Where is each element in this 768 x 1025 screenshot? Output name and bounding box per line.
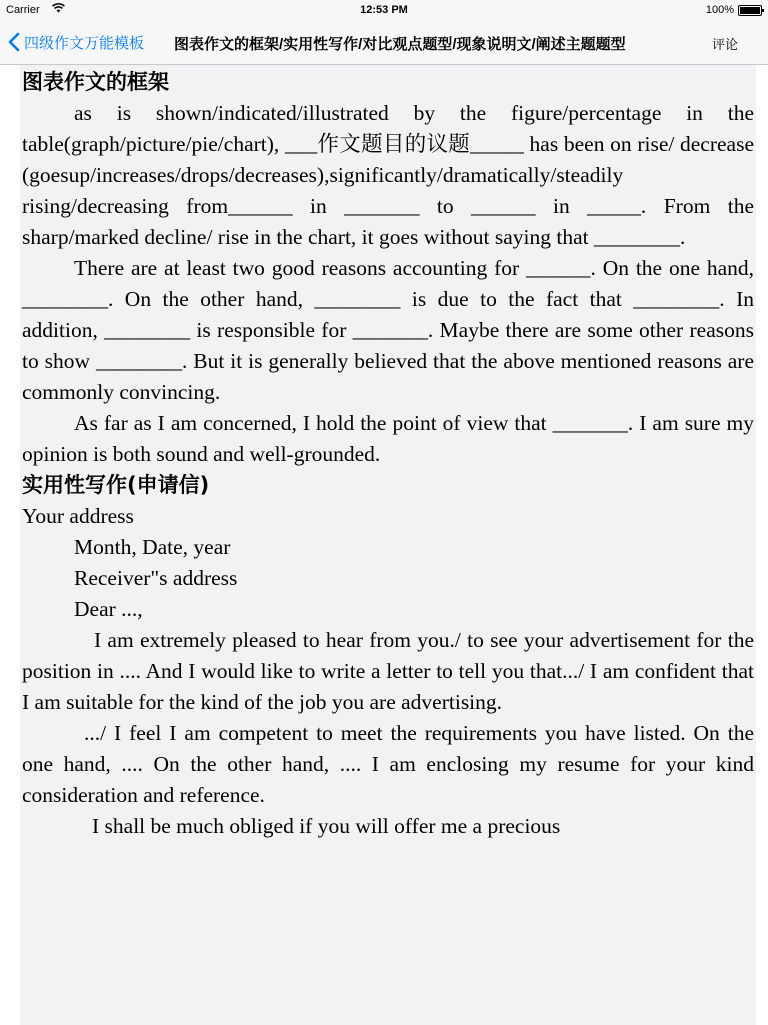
chart-essay-paragraph-2: There are at least two good reasons accounting for ______. On the one hand, ________. On the other hand, ________ is due to the fact that ________. In addition, ________ is responsible for _______. Maybe there are some other reasons to show ________. But it is generally believed that the above mentioned reasons are commonly convincing. (22, 256, 754, 404)
navigation-bar (0, 22, 768, 65)
battery-percent: 100% (705, 4, 734, 16)
back-button[interactable] (8, 31, 144, 53)
carrier-label: Carrier (6, 4, 40, 16)
letter-paragraph-2: .../ I feel I am competent to meet the requirements you have listed. On the one hand, .... On the other hand, .... I am enclosing my resume for your kind consideration and reference. (22, 721, 754, 807)
comment-button[interactable]: 评论 (711, 37, 738, 52)
chart-essay-paragraph-1: as is shown/indicated/illustrated by the figure/percentage in the table(graph/picture/pie/chart), ___作文题目的议题_____ has been on rise/ decrease (goesup/increases/drops/decreases),significantly/dramatically/steadily rising/decreasing from______ in _______ to ______ in _____. From the sharp/marked decline/ rise in the chart, it goes without saying that ________. (22, 101, 754, 249)
letter-address-line: Your address (22, 504, 134, 528)
chevron-left-icon (8, 32, 20, 52)
status-bar (0, 0, 768, 22)
section-heading-application-letter: 实用性写作(申请信) (22, 473, 210, 497)
article-content[interactable] (20, 65, 756, 1025)
clock: 12:53 PM (360, 4, 408, 16)
back-button-label: 四级作文万能模板 (24, 34, 145, 52)
letter-date-line: Month, Date, year (74, 535, 231, 559)
battery-icon (738, 5, 762, 16)
section-heading-chart-essay: 图表作文的框架 (22, 70, 169, 94)
letter-receiver-line: Receiver"s address (74, 566, 238, 590)
letter-paragraph-3: I shall be much obliged if you will offer me a precious (92, 814, 561, 838)
letter-salutation-line: Dear ..., (74, 597, 143, 621)
chart-essay-paragraph-3: As far as I am concerned, I hold the point of view that _______. I am sure my opinion is both sound and well-grounded. (22, 411, 754, 466)
page-title: 图表作文的框架/实用性写作/对比观点题型/现象说明文/阐述主题题型 (174, 36, 626, 53)
letter-paragraph-1: I am extremely pleased to hear from you./ to see your advertisement for the position in .... And I would like to write a letter to tell you that.../ I am confident that I am suitable for the kind of the job you are advertising. (22, 628, 754, 714)
battery-indicator (706, 4, 762, 16)
